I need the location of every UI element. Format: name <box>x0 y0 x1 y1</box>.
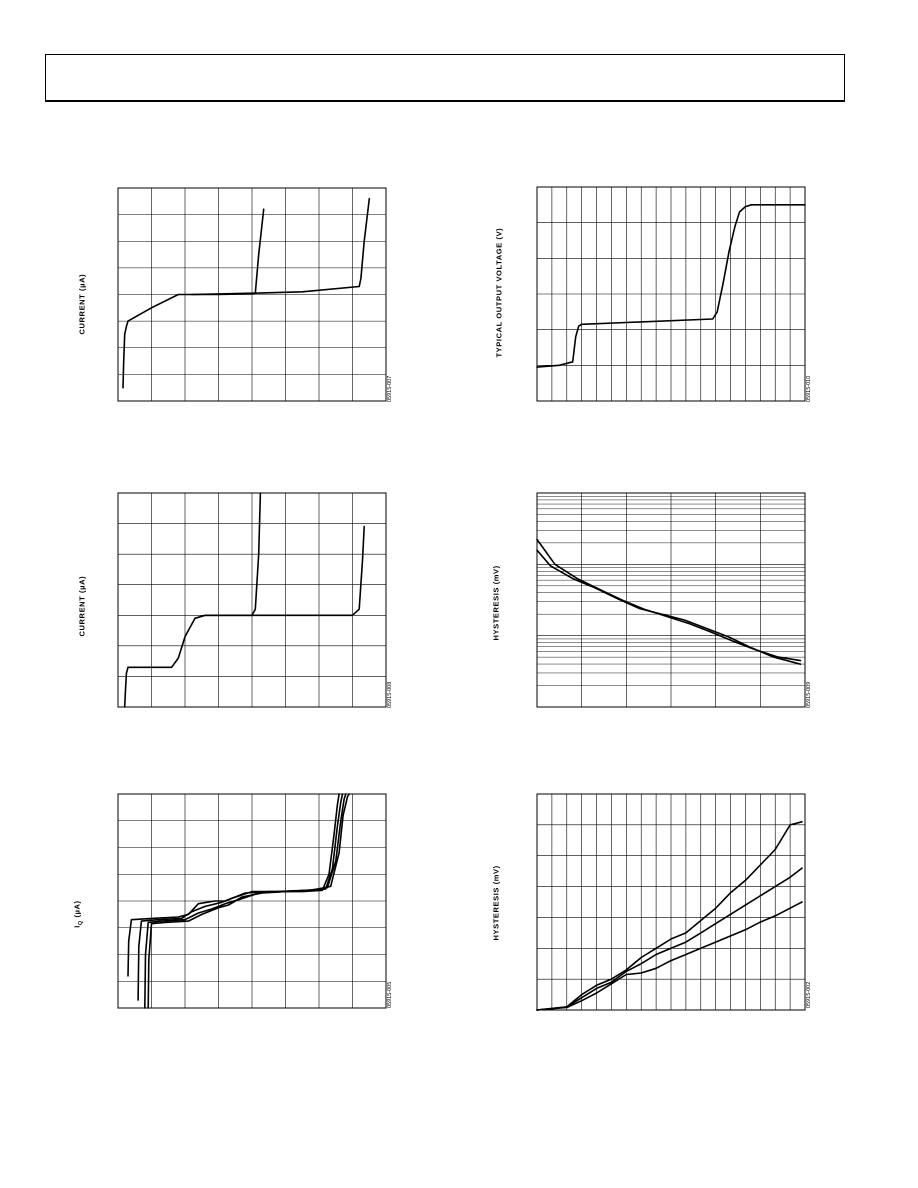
chart-hysteresis-log <box>537 493 805 707</box>
series-line-1 <box>537 550 801 664</box>
figure-id: 05915-010 <box>806 375 812 402</box>
y-axis-label-tail: (µA) <box>72 900 82 921</box>
chart-svg <box>118 493 386 707</box>
chart-svg <box>537 493 805 707</box>
chart-hysteresis-linear <box>537 794 805 1010</box>
series-line-1 <box>123 209 264 387</box>
figure-id: 05915-009 <box>806 681 812 708</box>
chart-svg <box>118 794 386 1008</box>
y-axis-label: HYSTERESIS (mV) <box>491 865 501 941</box>
series-line-2 <box>138 794 342 1000</box>
chart-iq <box>118 794 386 1008</box>
figure-id: 05915-008 <box>387 681 393 708</box>
chart-svg <box>537 794 805 1010</box>
y-axis-label: CURRENT (µA) <box>77 575 87 637</box>
chart-svg <box>118 188 386 401</box>
chart-output-voltage <box>537 187 805 401</box>
y-axis-label: TYPICAL OUTPUT VOLTAGE (V) <box>494 227 504 358</box>
figure-id: 05915-005 <box>387 981 393 1008</box>
series-line-1 <box>537 822 802 1010</box>
chart-svg <box>537 187 805 401</box>
y-axis-label-sub: Q <box>77 920 84 926</box>
series-line-3 <box>537 902 802 1010</box>
series-line-1 <box>125 493 261 707</box>
chart-current-2 <box>118 493 386 707</box>
series-line-2 <box>205 527 364 616</box>
y-axis-label-iq <box>72 888 84 928</box>
y-axis-label: CURRENT (µA) <box>77 273 87 335</box>
figure-id: 05915-007 <box>387 375 393 402</box>
y-axis-label: HYSTERESIS (mV) <box>491 565 501 641</box>
chart-current-1 <box>118 188 386 401</box>
y-axis-label-main: I <box>72 925 82 928</box>
page-header-box <box>45 54 845 102</box>
series-line-1 <box>128 794 339 976</box>
figure-id: 05915-002 <box>806 981 812 1008</box>
